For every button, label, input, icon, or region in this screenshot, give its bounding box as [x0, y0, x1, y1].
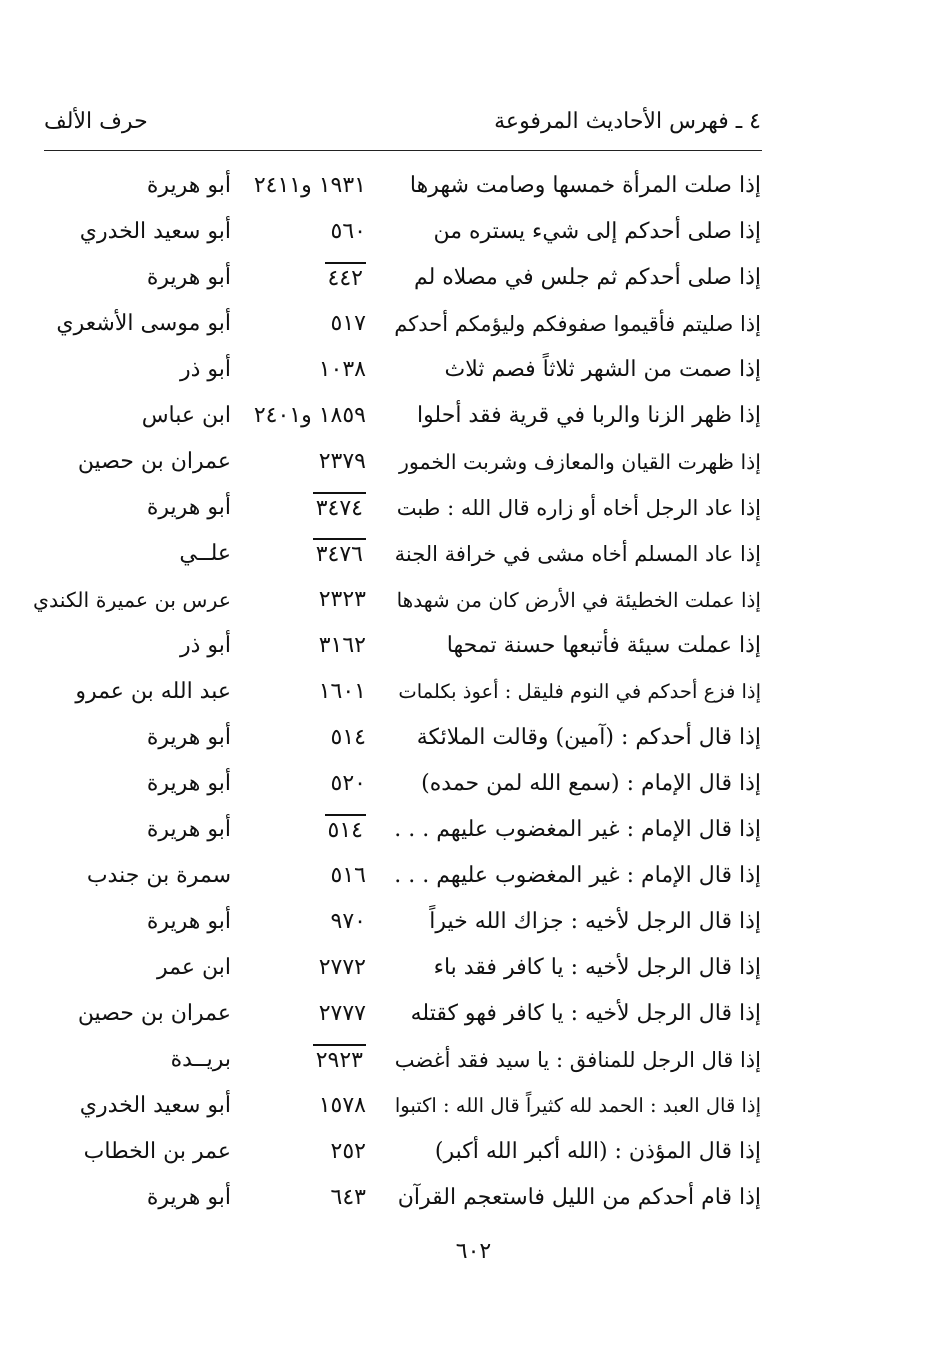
hadith-number: ٣٤٧٦ [313, 538, 366, 570]
index-row [0, 1083, 947, 1129]
index-row [0, 577, 947, 623]
hadith-number: ٣٤٧٤ [313, 492, 366, 524]
hadith-number-cell [230, 623, 366, 669]
index-row [0, 255, 947, 301]
index-row [0, 439, 947, 485]
hadith-number-cell [230, 715, 366, 761]
hadith-text: إذا قال الإمام : (سمع الله لمن حمده) [421, 771, 761, 796]
hadith-number: ٥١٦ [330, 863, 366, 888]
hadith-number-cell [230, 991, 366, 1037]
hadith-text: إذا قال أحدكم : (آمين) وقالت الملائكة [416, 725, 761, 750]
hadith-number-cell [230, 439, 366, 485]
hadith-number-cell [230, 393, 366, 439]
hadith-number-cell [230, 899, 366, 945]
index-row [0, 531, 947, 577]
hadith-number: ٤٤٢ [325, 262, 366, 294]
hadith-number: ١٩٣١ و٢٤١١ [253, 173, 366, 198]
narrator-name: بريــدة [170, 1047, 231, 1072]
narrator-name: أبو سعيد الخدري [79, 219, 231, 244]
index-row [0, 347, 947, 393]
index-row [0, 669, 947, 715]
hadith-number-cell [230, 577, 366, 623]
hadith-number-cell [230, 531, 366, 577]
narrator-name: أبو هريرة [146, 1185, 231, 1210]
narrator-name: أبو سعيد الخدري [79, 1093, 231, 1118]
hadith-text: إذا قال الإمام : غير المغضوب عليهم . . . [394, 863, 761, 888]
index-row [0, 485, 947, 531]
index-row [0, 899, 947, 945]
index-row [0, 1175, 947, 1221]
narrator-name: أبو ذر [179, 357, 231, 382]
hadith-text: إذا ظهرت القيان والمعازف وشربت الخمور [399, 450, 761, 474]
index-row [0, 853, 947, 899]
hadith-text: إذا عاد المسلم أخاه مشى في خرافة الجنة [394, 542, 761, 566]
hadith-number-cell [230, 1129, 366, 1175]
hadith-number: ٢٣٢٣ [318, 587, 366, 612]
hadith-text: إذا صلت المرأة خمسها وصامت شهرها [409, 173, 761, 198]
index-row [0, 807, 947, 853]
narrator-name: أبو هريرة [146, 817, 231, 842]
header-divider [44, 150, 762, 151]
narrator-name: أبو ذر [179, 633, 231, 658]
hadith-number-cell [230, 807, 366, 853]
hadith-number-cell [230, 347, 366, 393]
hadith-number-cell [230, 669, 366, 715]
hadith-text: إذا قال الرجل للمنافق : يا سيد فقد أغضب [394, 1048, 761, 1072]
hadith-text: إذا ظهر الزنا والربا في قرية فقد أحلوا [416, 403, 761, 428]
index-row [0, 761, 947, 807]
hadith-number: ٢٧٧٢ [318, 955, 366, 980]
page-number: ٦٠٢ [455, 1239, 492, 1264]
hadith-text: إذا قال الرجل لأخيه : يا كافر فهو كقتله [410, 1001, 761, 1026]
hadith-number-cell [230, 485, 366, 531]
narrator-name: عمران بن حصين [77, 449, 231, 474]
hadith-text: إذا قال العبد : الحمد لله كثيراً قال الله : اكتبوا [394, 1094, 761, 1117]
hadith-number: ٥١٧ [330, 311, 366, 336]
letter-title: حرف الألف [44, 109, 148, 134]
index-row [0, 301, 947, 347]
hadith-text: إذا عملت الخطيئة في الأرض كان من شهدها [396, 588, 761, 612]
narrator-name: أبو هريرة [146, 265, 231, 290]
index-row [0, 163, 947, 209]
hadith-number-cell [230, 301, 366, 347]
section-title: ٤ ـ فهرس الأحاديث المرفوعة [494, 109, 761, 134]
hadith-number-cell [230, 761, 366, 807]
hadith-number: ٦٤٣ [330, 1185, 366, 1210]
hadith-number-cell [230, 255, 366, 301]
index-row [0, 1037, 947, 1083]
hadith-number: ١٨٥٩ و٢٤٠١ [253, 403, 366, 428]
hadith-text: إذا عاد الرجل أخاه أو زاره قال الله : طبت [396, 496, 761, 520]
hadith-text: إذا قال الإمام : غير المغضوب عليهم . . . [394, 817, 761, 842]
hadith-number: ٣١٦٢ [318, 633, 366, 658]
narrator-name: ابن عمر [157, 955, 231, 980]
index-row [0, 945, 947, 991]
hadith-text: إذا قال الرجل لأخيه : يا كافر فقد باء [433, 955, 761, 980]
hadith-number: ٥٢٠ [330, 771, 366, 796]
hadith-text: إذا قال الرجل لأخيه : جزاك الله خيراً [429, 909, 761, 934]
narrator-name: عرس بن عميرة الكندي [32, 588, 231, 612]
hadith-text: إذا فزع أحدكم في النوم فليقل : أعوذ بكلمات [398, 680, 761, 703]
narrator-name: أبو هريرة [146, 771, 231, 796]
narrator-name: علــي [179, 541, 231, 566]
hadith-number-cell [230, 945, 366, 991]
index-row [0, 715, 947, 761]
hadith-number: ٩٧٠ [330, 909, 366, 934]
narrator-name: أبو هريرة [146, 173, 231, 198]
hadith-number: ١٦٠١ [318, 679, 366, 704]
index-row [0, 1129, 947, 1175]
hadith-number: ٢٣٧٩ [318, 449, 366, 474]
hadith-text: إذا صليتم فأقيموا صفوفكم وليؤمكم أحدكم [394, 312, 761, 336]
hadith-number-cell [230, 209, 366, 255]
narrator-name: سمرة بن جندب [86, 863, 231, 888]
hadith-text: إذا صلى أحدكم إلى شيء يستره من [433, 219, 761, 244]
index-row [0, 991, 947, 1037]
hadith-number: ٥٦٠ [330, 219, 366, 244]
hadith-number-cell [230, 1083, 366, 1129]
hadith-number-cell [230, 853, 366, 899]
index-row [0, 393, 947, 439]
hadith-text: إذا عملت سيئة فأتبعها حسنة تمحها [446, 633, 761, 658]
hadith-number: ٢٥٢ [330, 1139, 366, 1164]
hadith-number: ٥١٤ [325, 814, 366, 846]
narrator-name: عمر بن الخطاب [83, 1139, 231, 1164]
hadith-text: إذا قال المؤذن : (الله أكبر الله أكبر) [434, 1139, 761, 1164]
narrator-name: أبو هريرة [146, 725, 231, 750]
hadith-number: ١٥٧٨ [318, 1093, 366, 1118]
narrator-name: أبو موسى الأشعري [56, 311, 231, 336]
hadith-number: ٢٧٧٧ [318, 1001, 366, 1026]
hadith-number: ٢٩٢٣ [313, 1044, 366, 1076]
index-row [0, 209, 947, 255]
narrator-name: عمران بن حصين [77, 1001, 231, 1026]
index-row [0, 623, 947, 669]
hadith-number-cell [230, 163, 366, 209]
hadith-number: ١٠٣٨ [318, 357, 366, 382]
hadith-text: إذا قام أحدكم من الليل فاستعجم القرآن [397, 1185, 761, 1210]
narrator-name: أبو هريرة [146, 909, 231, 934]
hadith-number-cell [230, 1175, 366, 1221]
hadith-text: إذا صلى أحدكم ثم جلس في مصلاه لم [413, 265, 761, 290]
hadith-text: إذا صمت من الشهر ثلاثاً فصم ثلاث [444, 357, 761, 382]
narrator-name: عبد الله بن عمرو [75, 679, 231, 704]
narrator-name: أبو هريرة [146, 495, 231, 520]
hadith-number: ٥١٤ [330, 725, 366, 750]
narrator-name: ابن عباس [141, 403, 231, 428]
hadith-number-cell [230, 1037, 366, 1083]
